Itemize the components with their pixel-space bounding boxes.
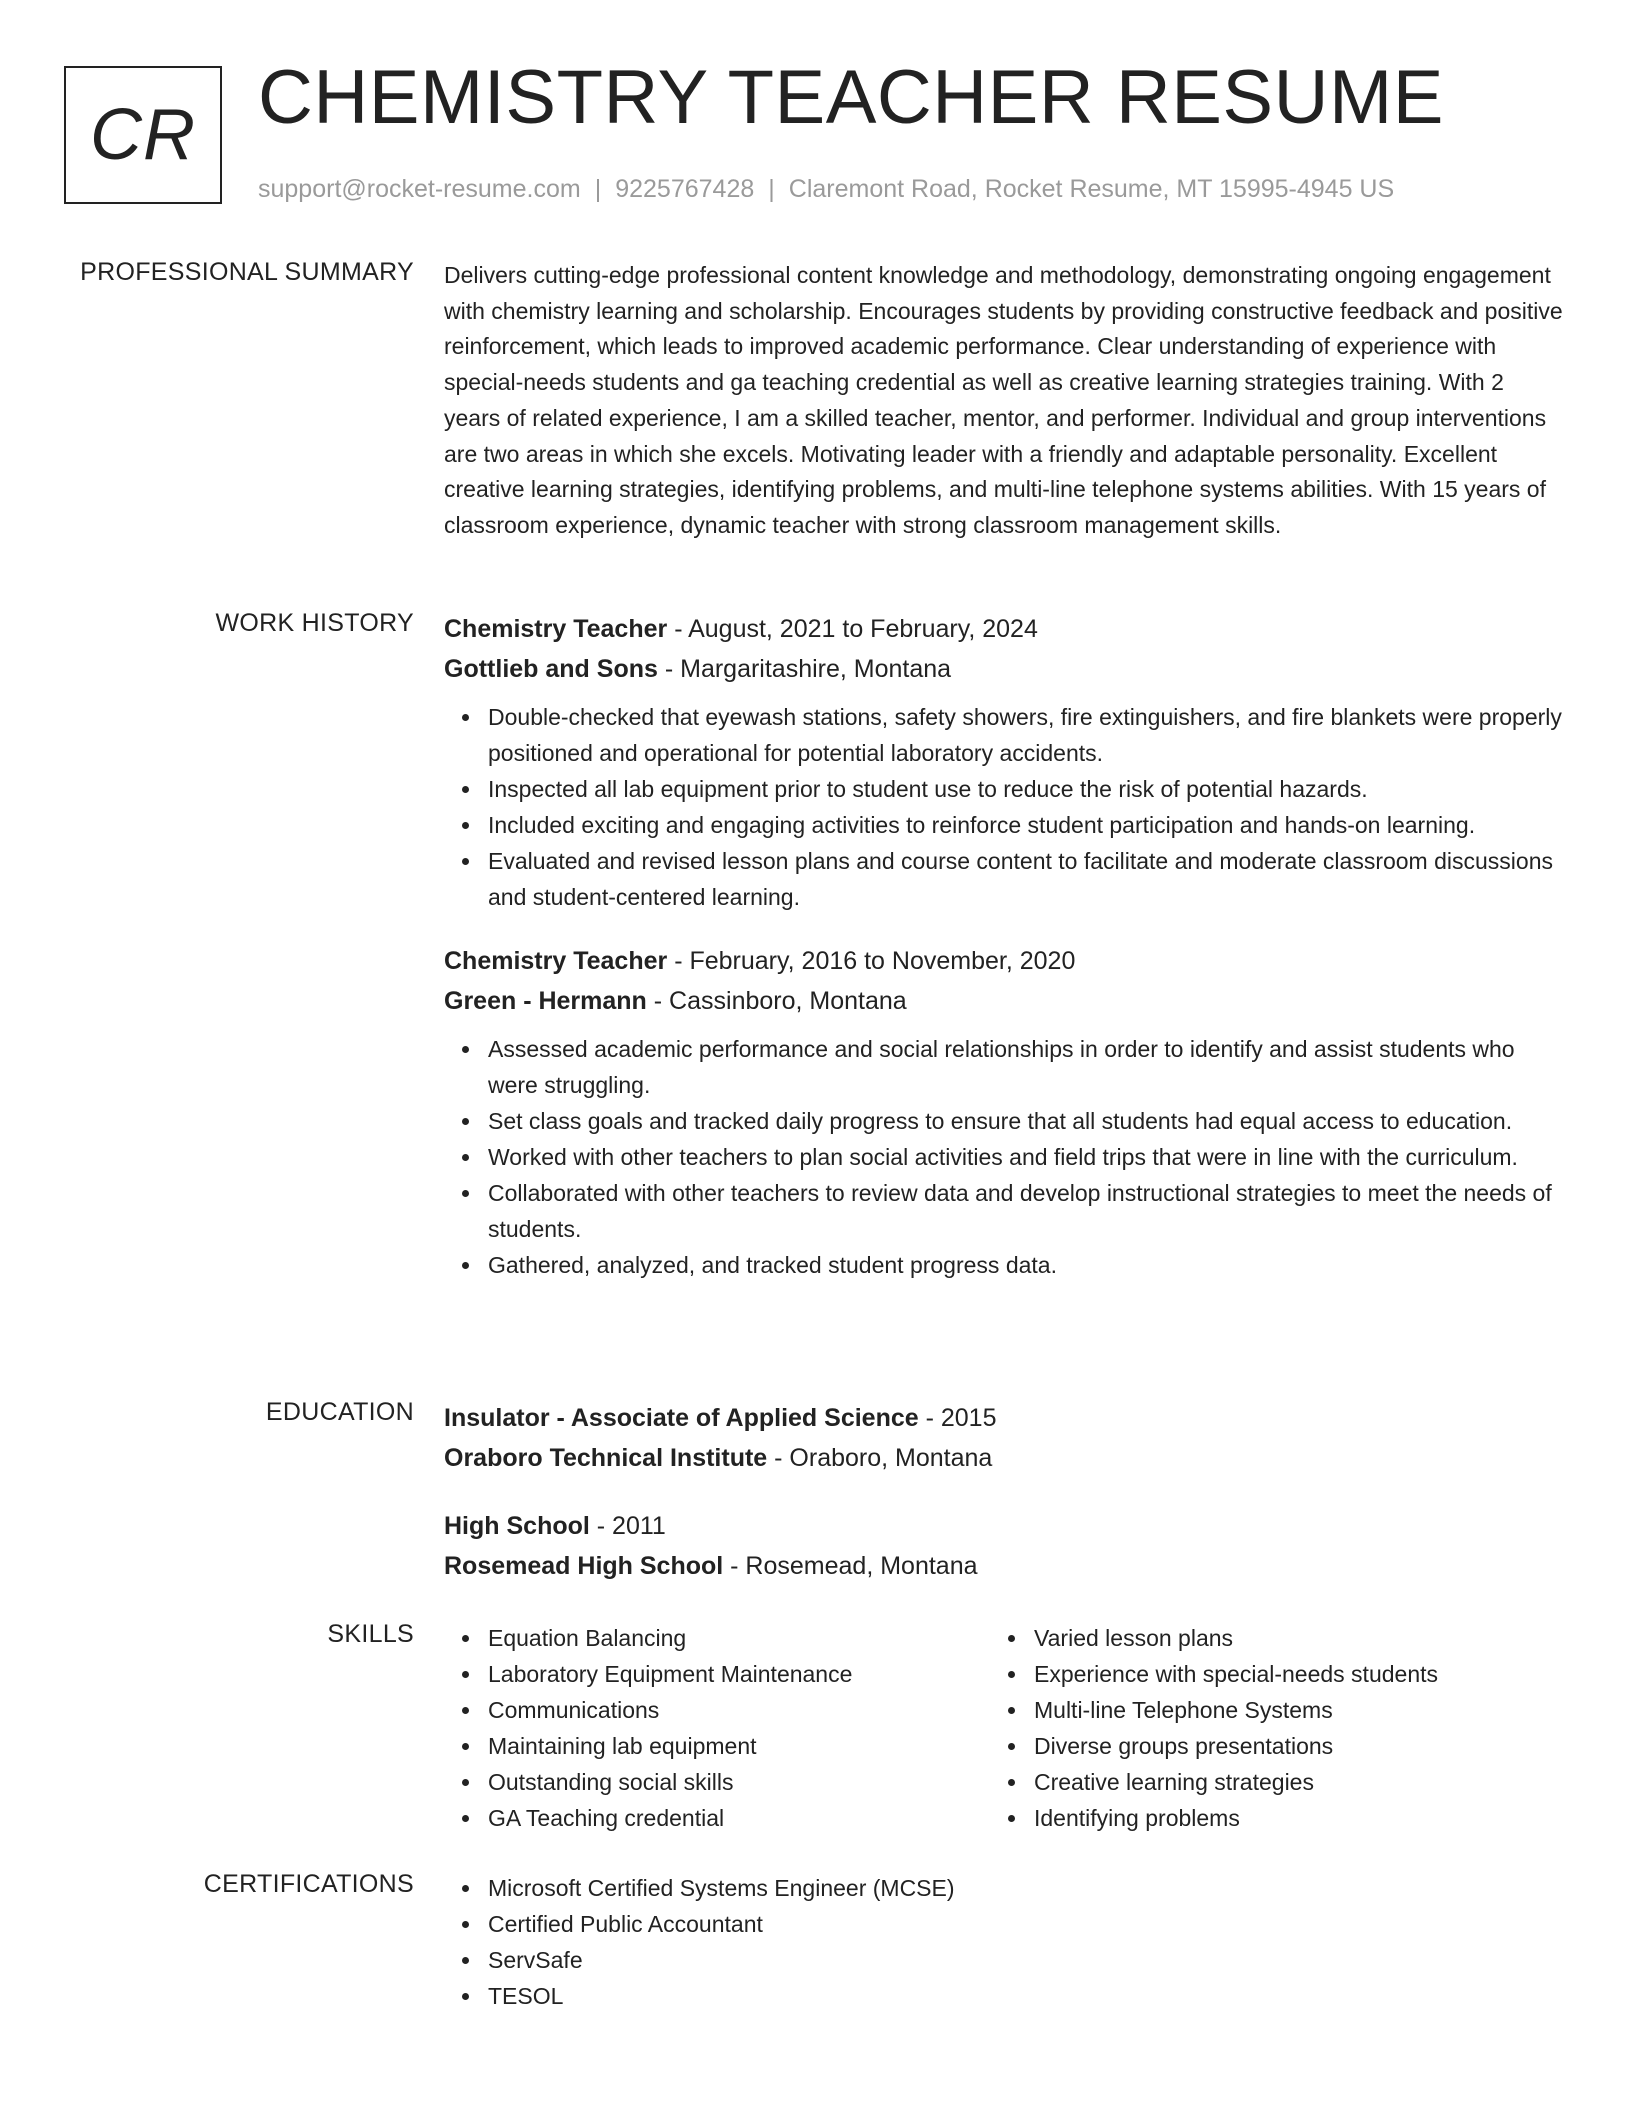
skill-item: Diverse groups presentations [1034, 1728, 1550, 1764]
certifications-body [444, 1870, 1564, 2014]
job-dates: - February, 2016 to November, 2020 [667, 947, 1076, 975]
certification-item: ServSafe [488, 1942, 1564, 1978]
education-entry [444, 1398, 1564, 1478]
education-school-line [444, 1438, 1564, 1478]
skill-item: Varied lesson plans [1034, 1620, 1550, 1656]
monogram-logo: CR [64, 66, 222, 204]
skill-item: Laboratory Equipment Maintenance [488, 1656, 990, 1692]
contact-email: support@rocket-resume.com [258, 175, 581, 203]
job-entry [444, 609, 1564, 915]
skill-item: Experience with special-needs students [1034, 1656, 1550, 1692]
job-company: Green - Hermann [444, 987, 647, 1015]
skills-list [990, 1620, 1550, 1836]
certification-item: Certified Public Accountant [488, 1906, 1564, 1942]
education-body [444, 1398, 1564, 1586]
section-label-certifications: CERTIFICATIONS [203, 1870, 414, 1898]
skills-list [444, 1620, 990, 1836]
skill-item: Creative learning strategies [1034, 1764, 1550, 1800]
education-degree: Insulator - Associate of Applied Science [444, 1404, 919, 1432]
contact-separator: | [594, 175, 602, 203]
education-degree-line [444, 1506, 1564, 1546]
job-bullet: Set class goals and tracked daily progress to ensure that all students had equal access to education. [488, 1103, 1564, 1139]
job-bullet: Worked with other teachers to plan social activities and field trips that were in line with the curriculum. [488, 1139, 1564, 1175]
section-label-summary: PROFESSIONAL SUMMARY [80, 258, 414, 286]
job-location: - Margaritashire, Montana [657, 655, 952, 683]
job-dates: - August, 2021 to February, 2024 [667, 615, 1038, 643]
section-label-skills: SKILLS [327, 1620, 414, 1648]
education-year: - 2015 [918, 1404, 997, 1432]
job-bullet: Inspected all lab equipment prior to student use to reduce the risk of potential hazards. [488, 771, 1564, 807]
skill-item: GA Teaching credential [488, 1800, 990, 1836]
skill-item: Maintaining lab equipment [488, 1728, 990, 1764]
certifications-list [444, 1870, 1564, 2014]
section-label-education: EDUCATION [265, 1398, 414, 1426]
contact-line [258, 175, 1394, 204]
job-title-line [444, 941, 1564, 981]
skill-item: Outstanding social skills [488, 1764, 990, 1800]
education-school: Oraboro Technical Institute [444, 1444, 768, 1472]
job-bullet: Double-checked that eyewash stations, safety showers, fire extinguishers, and fire blankets were properly positioned and operational for potential laboratory accidents. [488, 699, 1564, 771]
job-location: - Cassinboro, Montana [646, 987, 907, 1015]
education-school-line [444, 1546, 1564, 1586]
job-company-line [444, 981, 1564, 1021]
job-bullets [444, 699, 1564, 915]
certification-item: TESOL [488, 1978, 1564, 2014]
job-title-line [444, 609, 1564, 649]
work-body [444, 609, 1564, 1283]
summary-text: Delivers cutting-edge professional content knowledge and methodology, demonstrating ongoing engagement with chemistry learning and scholarship. Encourages students by providing constructive feedback and positive reinforcement, which leads to improved academic performance. Clear understanding of experience with special-needs students and ga teaching credential as well as creative learning strategies training. With 2 years of related experience, I am a skilled teacher, mentor, and performer. Individual and group interventions are two areas in which she excels. Motivating leader with a friendly and adaptable personality. Excellent creative learning strategies, identifying problems, and multi-line telephone systems abilities. With 15 years of classroom experience, dynamic teacher with strong classroom management skills. [444, 262, 1563, 538]
job-bullet: Evaluated and revised lesson plans and course content to facilitate and moderate classroom discussions and student-centered learning. [488, 843, 1564, 915]
skills-column [444, 1620, 990, 1836]
skill-item: Identifying problems [1034, 1800, 1550, 1836]
job-entry [444, 941, 1564, 1283]
summary-body [444, 258, 1564, 544]
job-bullet: Included exciting and engaging activities to reinforce student participation and hands-on learning. [488, 807, 1564, 843]
resume-title: CHEMISTRY TEACHER RESUME [258, 55, 1444, 140]
education-location: - Rosemead, Montana [723, 1552, 978, 1580]
job-company-line [444, 649, 1564, 689]
certification-item: Microsoft Certified Systems Engineer (MCSE) [488, 1870, 1564, 1906]
contact-address: Claremont Road, Rocket Resume, MT 15995-4945 US [788, 175, 1395, 203]
job-bullet: Gathered, analyzed, and tracked student progress data. [488, 1247, 1564, 1283]
section-label-work: WORK HISTORY [215, 609, 414, 637]
skill-item: Multi-line Telephone Systems [1034, 1692, 1550, 1728]
skill-item: Communications [488, 1692, 990, 1728]
skills-body [444, 1620, 1564, 1836]
contact-phone: 9225767428 [615, 175, 755, 203]
skill-item: Equation Balancing [488, 1620, 990, 1656]
education-degree: High School [444, 1512, 590, 1540]
job-bullets [444, 1031, 1564, 1283]
skills-columns [444, 1620, 1564, 1836]
job-title: Chemistry Teacher [444, 947, 668, 975]
job-bullet: Assessed academic performance and social relationships in order to identify and assist students who were struggling. [488, 1031, 1564, 1103]
education-entry [444, 1506, 1564, 1586]
job-bullet: Collaborated with other teachers to review data and develop instructional strategies to meet the needs of students. [488, 1175, 1564, 1247]
skills-column [990, 1620, 1550, 1836]
education-degree-line [444, 1398, 1564, 1438]
education-location: - Oraboro, Montana [767, 1444, 993, 1472]
education-school: Rosemead High School [444, 1552, 724, 1580]
job-company: Gottlieb and Sons [444, 655, 658, 683]
job-title: Chemistry Teacher [444, 615, 668, 643]
contact-separator: | [768, 175, 775, 203]
education-year: - 2011 [589, 1512, 666, 1540]
